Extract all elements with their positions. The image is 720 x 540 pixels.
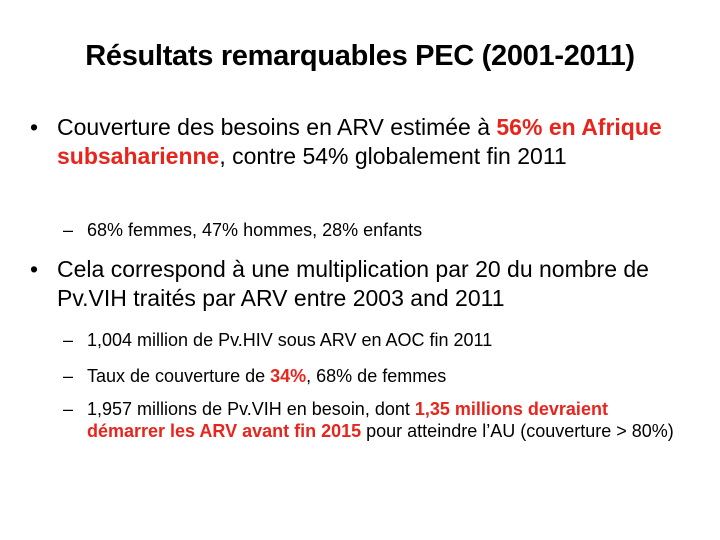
sub-bullet-text: Taux de couverture de (87, 366, 271, 386)
dash-icon: – (63, 330, 74, 350)
sub-bullet-text: 68% femmes, 47% hommes, 28% enfants (87, 220, 423, 240)
sub-bullet-gender (63, 219, 687, 241)
bullet-text: Cela correspond à une multiplication par 20 du nombre de Pv.VIH traités par ARV entre 2003 and 2011 (57, 256, 649, 311)
bullet-text: , contre 54% globalement fin 2011 (219, 143, 567, 169)
bullet-coverage (30, 113, 697, 171)
sub-bullet-text: 1,004 million de Pv.HIV sous ARV en AOC fin 2011 (87, 330, 493, 350)
dash-icon: – (63, 366, 74, 386)
sub-bullet-text: pour atteindre l’AU (couverture > 80%) (361, 421, 674, 441)
highlight-text: 34% (270, 366, 307, 386)
sub-bullet-need (63, 398, 687, 442)
sub-bullet-rate (63, 365, 687, 387)
sub-bullet-aoc (63, 329, 687, 351)
highlight-text: 1,35 millions devraient démarrer les ARV avant fin 2015 (87, 399, 608, 441)
sub-bullet-text: 1,957 millions de Pv.VIH en besoin, dont (87, 399, 415, 419)
bullet-text: Couverture des besoins en ARV estimée à (57, 114, 497, 140)
dash-icon: – (63, 399, 74, 419)
highlight-text: 56% en Afrique subsaharienne (57, 114, 662, 169)
dash-icon: – (63, 220, 74, 240)
bullet-icon: • (30, 114, 39, 140)
bullet-multiplication (30, 255, 702, 313)
slide-title: Résultats remarquables PEC (2001-2011) (85, 40, 635, 72)
sub-bullet-text: , 68% de femmes (306, 366, 447, 386)
bullet-icon: • (30, 256, 39, 282)
